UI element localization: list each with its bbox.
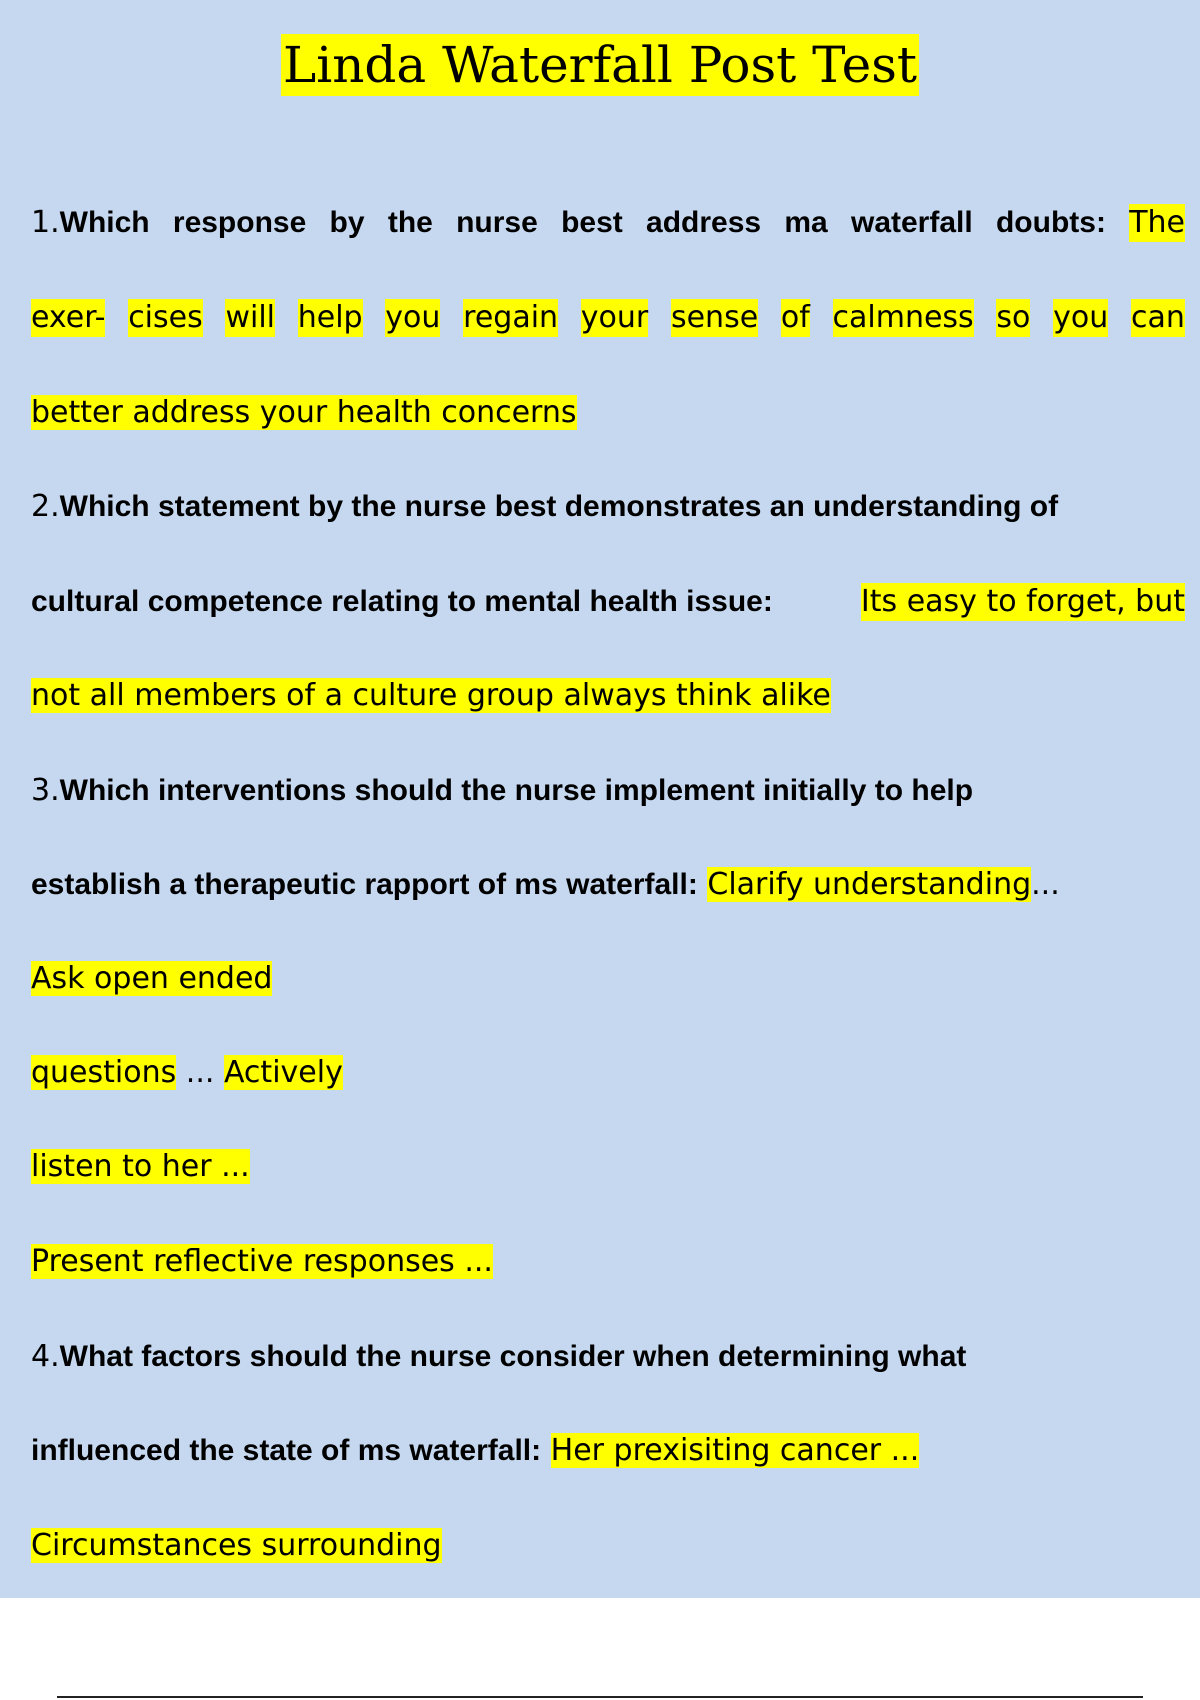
q1-word: best — [561, 206, 623, 239]
q4-number: 4. — [31, 1339, 60, 1374]
q3-line-3 — [31, 960, 272, 998]
q2-line-1 — [31, 488, 1058, 526]
q1-line-2 — [31, 299, 1185, 337]
q3-answer: Present reflective responses ... — [31, 1244, 493, 1279]
q2-answer: Its easy to forget, but — [860, 584, 1185, 619]
q1-word: nurse — [456, 206, 538, 239]
q1-answer-word: cises — [128, 300, 203, 335]
title-container — [0, 34, 1200, 96]
q1-answer-word: your — [580, 300, 649, 335]
q3-number: 3. — [31, 773, 60, 808]
q1-answer-word: regain — [463, 300, 559, 335]
q3-line-5 — [31, 1148, 250, 1186]
q2-line-2 — [31, 583, 1185, 621]
q4-line-2 — [31, 1432, 919, 1470]
q4-line-1 — [31, 1338, 966, 1376]
q3-line-4 — [31, 1054, 343, 1092]
q1-word: waterfall — [850, 206, 973, 239]
q1-answer-word: you — [385, 300, 441, 335]
q3-question-cont: establish a therapeutic rapport of ms waterfall: — [31, 868, 698, 901]
q3-answer: Ask open ended — [31, 961, 273, 996]
q4-question: What factors should the nurse consider when determining what — [59, 1340, 967, 1373]
q1-answer: better address your health concerns — [31, 395, 577, 430]
q1-answer-word: exer- — [31, 300, 106, 335]
q1-word: ma — [784, 206, 828, 239]
q1-answer-word: sense — [670, 300, 759, 335]
q3-answer-separator: ... — [176, 1055, 224, 1090]
q2-answer-cont: not all members of a culture group always think alike — [31, 678, 831, 713]
q4-line-3 — [31, 1527, 442, 1565]
q1-answer-word: The — [1129, 205, 1185, 240]
q1-word: by — [329, 206, 365, 239]
q3-answer: questions — [31, 1055, 177, 1090]
q3-line-2 — [31, 866, 1060, 904]
q1-answer-word: help — [297, 300, 363, 335]
q1-answer-word: of — [780, 300, 810, 335]
q1-answer-word: so — [996, 300, 1031, 335]
q2-line-3 — [31, 677, 831, 715]
document-title: Linda Waterfall Post Test — [283, 36, 917, 94]
q1-line-3 — [31, 394, 577, 432]
q4-question-cont: influenced the state of ms waterfall: — [31, 1434, 542, 1467]
q1-line-1 — [31, 204, 1185, 242]
q3-answer: Clarify understanding — [707, 867, 1032, 902]
q3-answer-ellipsis: ... — [1031, 867, 1060, 902]
q1-answer-word: calmness — [832, 300, 974, 335]
q1-word: address — [646, 206, 762, 239]
q2-number: 2. — [31, 489, 60, 524]
q4-answer: Circumstances surrounding — [31, 1528, 442, 1563]
q1-answer-word: can — [1130, 300, 1185, 335]
q1-word: the — [387, 206, 433, 239]
q1-number-and-first-word: 1.Which — [31, 205, 150, 240]
q1-answer-word: will — [225, 300, 275, 335]
footer-divider — [57, 1696, 1143, 1698]
q3-answer: Actively — [223, 1055, 343, 1090]
q2-question: Which statement by the nurse best demonstrates an understanding of — [59, 490, 1059, 523]
q3-answer: listen to her ... — [31, 1149, 250, 1184]
q2-question-cont: cultural competence relating to mental health issue: — [31, 585, 773, 618]
q3-line-1 — [31, 772, 973, 810]
q1-answer-word: you — [1053, 300, 1109, 335]
q1-word: doubts: — [995, 206, 1106, 239]
q3-question: Which interventions should the nurse implement initially to help — [59, 774, 974, 807]
q3-line-6 — [31, 1243, 493, 1281]
q1-word: response — [172, 206, 307, 239]
q4-answer: Her prexisiting cancer ... — [550, 1433, 920, 1468]
